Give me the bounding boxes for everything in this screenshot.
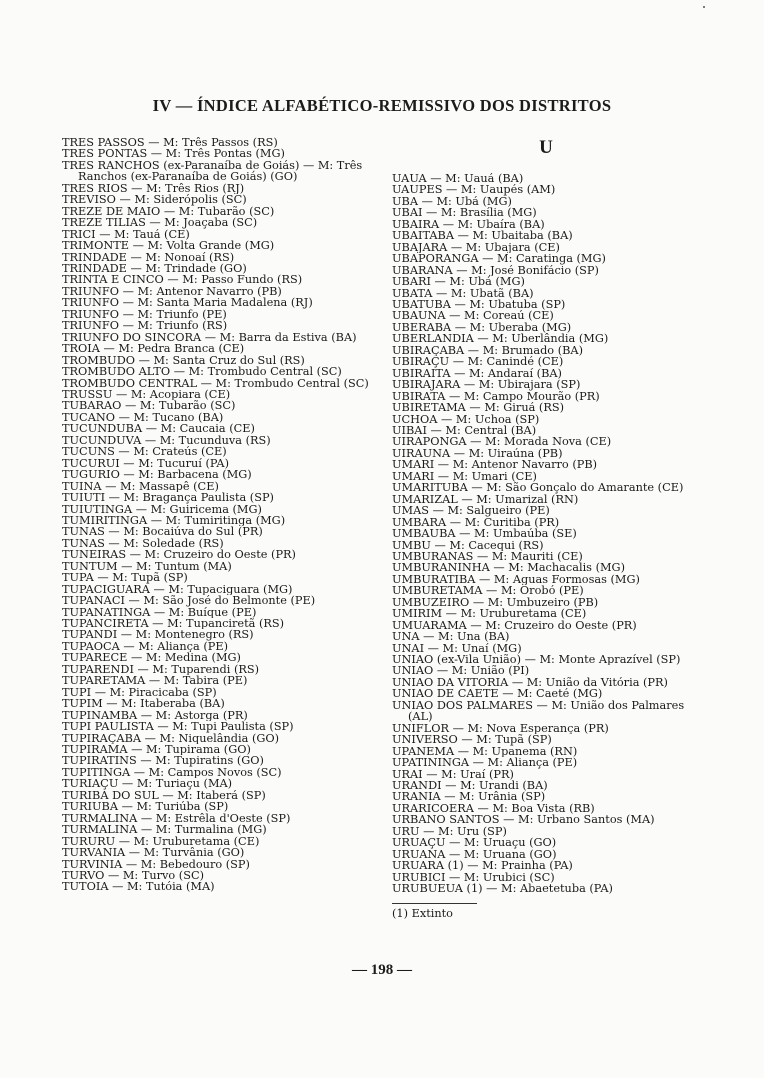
index-entry: URUBICI — M: Urubici (SC): [392, 871, 555, 884]
index-entry: UMBURETAMA — M: Orobó (PE): [392, 585, 584, 597]
index-entry: TREVISO — M: Siderópolis (SC): [62, 194, 247, 206]
index-entry: UPATININGA — M: Aliança (PE): [392, 757, 578, 769]
index-entry: UMBURANINHA — M: Machacalis (MG): [392, 562, 625, 574]
index-entry: TRIUNFO — M: Triunfo (PE): [62, 308, 227, 321]
index-entry: TUPANDI — M: Montenegro (RS): [62, 629, 254, 641]
index-entry: TRÊS RANCHOS (ex-Paranaíba de Goiás) — M: Três Ranchos (ex-Paranaíba de Goiás) (GO): [62, 159, 363, 183]
index-entry: UIBAÍ — M: Central (BA): [392, 424, 537, 437]
index-entry: TUMIRITINGA — M: Tumiritinga (MG): [62, 514, 286, 527]
footnote-rule: [392, 903, 477, 904]
page-number: — 198 —: [352, 962, 412, 978]
index-entry: URÂNIA — M: Urânia (SP): [392, 791, 546, 803]
index-entry: UBAÚNA — M: Coreaú (CE): [392, 310, 554, 322]
index-entry: TUPITINGA — M: Campos Novos (SC): [62, 766, 282, 779]
index-entry: TUPARECÊ — M: Medina (MG): [62, 652, 241, 664]
index-entry: UNIÃO DE CAETÉ — M: Caeté (MG): [392, 688, 603, 700]
index-entry: UNA — M: Una (BA): [392, 631, 510, 643]
index-entry: TUCURUÍ — M: Tucuruí (PA): [62, 457, 229, 470]
index-entry: TRÓIA — M: Pedra Branca (CE): [62, 343, 245, 355]
index-entry: URAÍ — M: Uraí (PR): [392, 768, 514, 781]
right-entry-list: [392, 173, 700, 895]
index-entry: UMARI — M: Umari (CE): [392, 470, 537, 483]
index-entry: TUPANCIRETÃ — M: Tupanciretã (RS): [62, 618, 285, 630]
index-entry: UBIRAÇABA — M: Brumado (BA): [392, 344, 583, 357]
index-entry: UIRAÚNA — M: Uiraúna (PB): [392, 447, 563, 460]
index-entry: TUTÓIA — M: Tutóia (MA): [62, 881, 215, 893]
index-entry: URU — M: Uru (SP): [392, 825, 507, 838]
index-entry: TUNTUM — M: Tuntum (MA): [62, 560, 232, 573]
index-entry: TURIÚBA — M: Turiúba (SP): [62, 801, 229, 813]
index-entry: TRÊS PONTAS — M: Três Pontas (MG): [62, 148, 285, 160]
index-entry: TUPIRAMA — M: Tupirama (GO): [62, 744, 251, 756]
index-entry: UNIFLOR — M: Nova Esperança (PR): [392, 722, 609, 735]
index-entry: UNIÃO DA VITÓRIA — M: União da Vitória (PR): [392, 676, 668, 689]
index-entry: TUPACIGUARA — M: Tupaciguara (MG): [62, 583, 293, 596]
index-entry: TUNAS — M: Bocaiúva do Sul (PR): [62, 526, 263, 538]
index-entry: UBAPORANGA — M: Caratinga (MG): [392, 253, 606, 265]
index-entry: UBIRAÇU — M: Canindé (CE): [392, 356, 564, 368]
index-entry: TURMALINA — M: Estrêla d'Oeste (SP): [62, 812, 291, 825]
index-entry: UNAÍ — M: Unaí (MG): [392, 642, 522, 655]
index-entry: TUPIM — M: Itaberaba (BA): [62, 698, 225, 710]
index-entry: TUPARETAMA — M: Tabira (PE): [62, 675, 248, 687]
index-entry: UCHOA — M: Uchoa (SP): [392, 413, 540, 425]
index-entry: TURMALINA — M: Turmalina (MG): [62, 824, 267, 836]
index-entry: TURVÍNIA — M: Bebedouro (SP): [62, 858, 250, 870]
section-letter: U: [539, 137, 553, 158]
index-entry: UMBAÚBA — M: Umbaúba (SE): [392, 528, 577, 540]
page-heading: IV — ÍNDICE ALFABÉTICO-REMISSIVO DOS DISTRITOS: [152, 96, 612, 115]
index-entry: TRICI — M: Tauá (CE): [62, 228, 190, 241]
index-entry: TUPI — M: Piracicaba (SP): [62, 686, 217, 699]
index-entry: TUIUTI — M: Bragança Paulista (SP): [62, 492, 274, 504]
index-entry: TURVO — M: Turvo (SC): [62, 870, 205, 882]
index-entry: TUIUTINGA — M: Guiricema (MG): [62, 503, 262, 515]
index-entry: UPANEMA — M: Upanema (RN): [392, 745, 578, 758]
index-entry: TUCANO — M: Tucano (BA): [62, 411, 224, 424]
index-entry: UBARANA — M: José Bonifácio (SP): [392, 264, 599, 277]
index-entry: UBAITABA — M: Ubaitaba (BA): [392, 230, 573, 242]
index-entry: UMBARÁ — M: Curitiba (PR): [392, 516, 560, 529]
index-entry: TRIUNFO — M: Triunfo (RS): [62, 320, 228, 332]
index-entry: UBATUBA — M: Ubatuba (SP): [392, 298, 566, 311]
index-entry: UMUARAMA — M: Cruzeiro do Oeste (PR): [392, 619, 637, 632]
index-entry: UNIVERSO — M: Tupã (SP): [392, 734, 552, 746]
index-entry: UMARIZAL — M: Umarizal (RN): [392, 493, 579, 506]
right-column: [392, 137, 700, 919]
index-entry: UMBU — M: Cacequi (RS): [392, 539, 544, 551]
footnote: (1) Extinto: [392, 906, 453, 920]
index-entry: URUANA — M: Uruana (GO): [392, 848, 557, 861]
index-entry: UBAJARA — M: Ubajara (CE): [392, 241, 560, 254]
index-entry: TUNAS — M: Soledade (RS): [62, 537, 224, 550]
index-entry: TUCUNDUBA — M: Caucaia (CE): [62, 423, 255, 435]
index-entry: UNIÃO (ex-Vila União) — M: Monte Aprazível (SP): [392, 654, 681, 666]
index-entry: UBIRATÃ — M: Campo Mourão (PR): [392, 390, 600, 403]
index-entry: TRIUNFO — M: Santa Maria Madalena (RJ): [62, 297, 313, 309]
index-entry: TRIMONTE — M: Volta Grande (MG): [62, 240, 275, 252]
scan-speck: [703, 6, 705, 8]
index-entry: UMIRIM — M: Uruburetama (CE): [392, 608, 587, 620]
index-entry: TRIUNFO — M: Antenor Navarro (PB): [62, 285, 282, 298]
index-entry: UMARITUBA — M: São Gonçalo do Amarante (CE): [392, 482, 684, 494]
index-entry: TUPÃ — M: Tupã (SP): [62, 572, 188, 584]
index-entry: UBAÍRA — M: Ubaíra (BA): [392, 218, 545, 231]
index-entry: TRINTA E CINCO — M: Passo Fundo (RS): [62, 274, 303, 286]
index-entry: UIRAPONGA — M: Morada Nova (CE): [392, 436, 612, 448]
index-entry: TUÍNA — M: Massapê (CE): [62, 480, 219, 493]
index-entry: UBIRETAMA — M: Giruá (RS): [392, 402, 564, 414]
index-entry: TREZE TÍLIAS — M: Joaçaba (SC): [62, 217, 258, 229]
index-entry: TUGÚRIO — M: Barbacena (MG): [62, 469, 252, 481]
index-entry: TRINDADE — M: Nonoaí (RS): [62, 251, 235, 263]
left-column: [62, 137, 370, 893]
index-entry: TROMBUDO — M: Santa Cruz do Sul (RS): [62, 354, 305, 367]
index-entry: TURVÂNIA — M: Turvânia (GO): [62, 847, 245, 859]
index-entry: TRÊS RIOS — M: Três Rios (RJ): [62, 182, 245, 195]
index-entry: TUPIRAÇABA — M: Niquelândia (GO): [62, 732, 280, 745]
index-entry: TRINDADE — M: Trindade (GO): [62, 262, 247, 275]
index-entry: TRÊS PASSOS — M: Três Passos (RS): [62, 137, 278, 149]
index-entry: UBERABA — M: Uberaba (MG): [392, 321, 572, 334]
index-entry: UBÁ — M: Ubá (MG): [392, 195, 512, 208]
index-entry: TUNEIRAS — M: Cruzeiro do Oeste (PR): [62, 549, 296, 561]
index-entry: UBAÍ — M: Brasília (MG): [392, 207, 537, 219]
index-entry: TUPI PAULISTA — M: Tupi Paulista (SP): [62, 721, 294, 733]
index-entry: URBANO SANTOS — M: Urbano Santos (MA): [392, 814, 655, 826]
index-entry: URARICOERA — M: Boa Vista (RB): [392, 802, 595, 815]
index-entry: URUBUEUA (1) — M: Abaetetuba (PA): [392, 883, 613, 895]
index-entry: TRUSSU — M: Acopiara (CE): [62, 388, 231, 401]
index-entry: TROMBUDO CENTRAL — M: Trombudo Central (SC): [62, 377, 369, 389]
index-entry: TUBARÃO — M: Tubarão (SC): [62, 400, 236, 412]
index-entry: URUAÇU — M: Uruaçu (GO): [392, 837, 557, 849]
index-entry: TURIBA DO SUL — M: Itaberá (SP): [62, 789, 266, 802]
index-entry: UMBUZEIRO — M: Umbuzeiro (PB): [392, 596, 599, 609]
index-entry: TURURU — M: Uruburetama (CE): [62, 835, 260, 848]
index-entry: TURIAÇU — M: Turiaçu (MA): [62, 778, 233, 790]
index-entry: UAUÁ — M: Uauá (BA): [392, 173, 524, 185]
index-entry: TUCUNDUVA — M: Tucunduva (RS): [62, 434, 271, 447]
index-entry: TROMBUDO ALTO — M: Trombudo Central (SC): [62, 366, 342, 378]
index-entry: UBATÃ — M: Ubatã (BA): [392, 287, 534, 299]
index-entry: TUPAOCA — M: Aliança (PE): [62, 640, 228, 653]
index-entry: UNIÃO — M: União (PI): [392, 665, 530, 677]
index-entry: URUARÁ (1) — M: Prainha (PA): [392, 860, 573, 872]
index-entry: UBARI — M: Ubá (MG): [392, 276, 525, 288]
index-entry: UBIRAJARA — M: Ubirajara (SP): [392, 379, 581, 391]
index-entry: TUPARENDI — M: Tuparendi (RS): [62, 663, 260, 676]
index-entry: UBIRAITÁ — M: Andaraí (BA): [392, 367, 562, 380]
index-entry: UNIÃO DOS PALMARES — M: União dos Palmares (AL): [392, 699, 685, 723]
index-entry: TREZE DE MAIO — M: Tubarão (SC): [62, 205, 275, 218]
index-entry: TRIUNFO DO SINCORÁ — M: Barra da Estiva (BA): [62, 331, 357, 344]
index-entry: UMBURANAS — M: Mauriti (CE): [392, 550, 583, 563]
index-entry: URANDI — M: Urandi (BA): [392, 780, 548, 792]
index-entry: TUCUNS — M: Crateús (CE): [62, 446, 227, 458]
index-entry: UAUPÉS — M: Uaupés (AM): [392, 184, 556, 196]
index-entry: TUPIRATINS — M: Tupiratins (GO): [62, 755, 264, 767]
index-entry: UBERLÂNDIA — M: Uberlândia (MG): [392, 333, 609, 345]
index-entry: TUPINAMBÁ — M: Astorga (PR): [62, 709, 248, 722]
index-entry: TUPANATINGA — M: Buíque (PE): [62, 606, 257, 619]
index-entry: UMBURATIBA — M: Águas Formosas (MG): [392, 573, 640, 586]
index-entry: UMARI — M: Antenor Navarro (PB): [392, 459, 598, 471]
index-entry: UMAS — M: Salgueiro (PE): [392, 505, 550, 517]
index-entry: TUPANACI — M: São José do Belmonte (PE): [62, 595, 316, 607]
